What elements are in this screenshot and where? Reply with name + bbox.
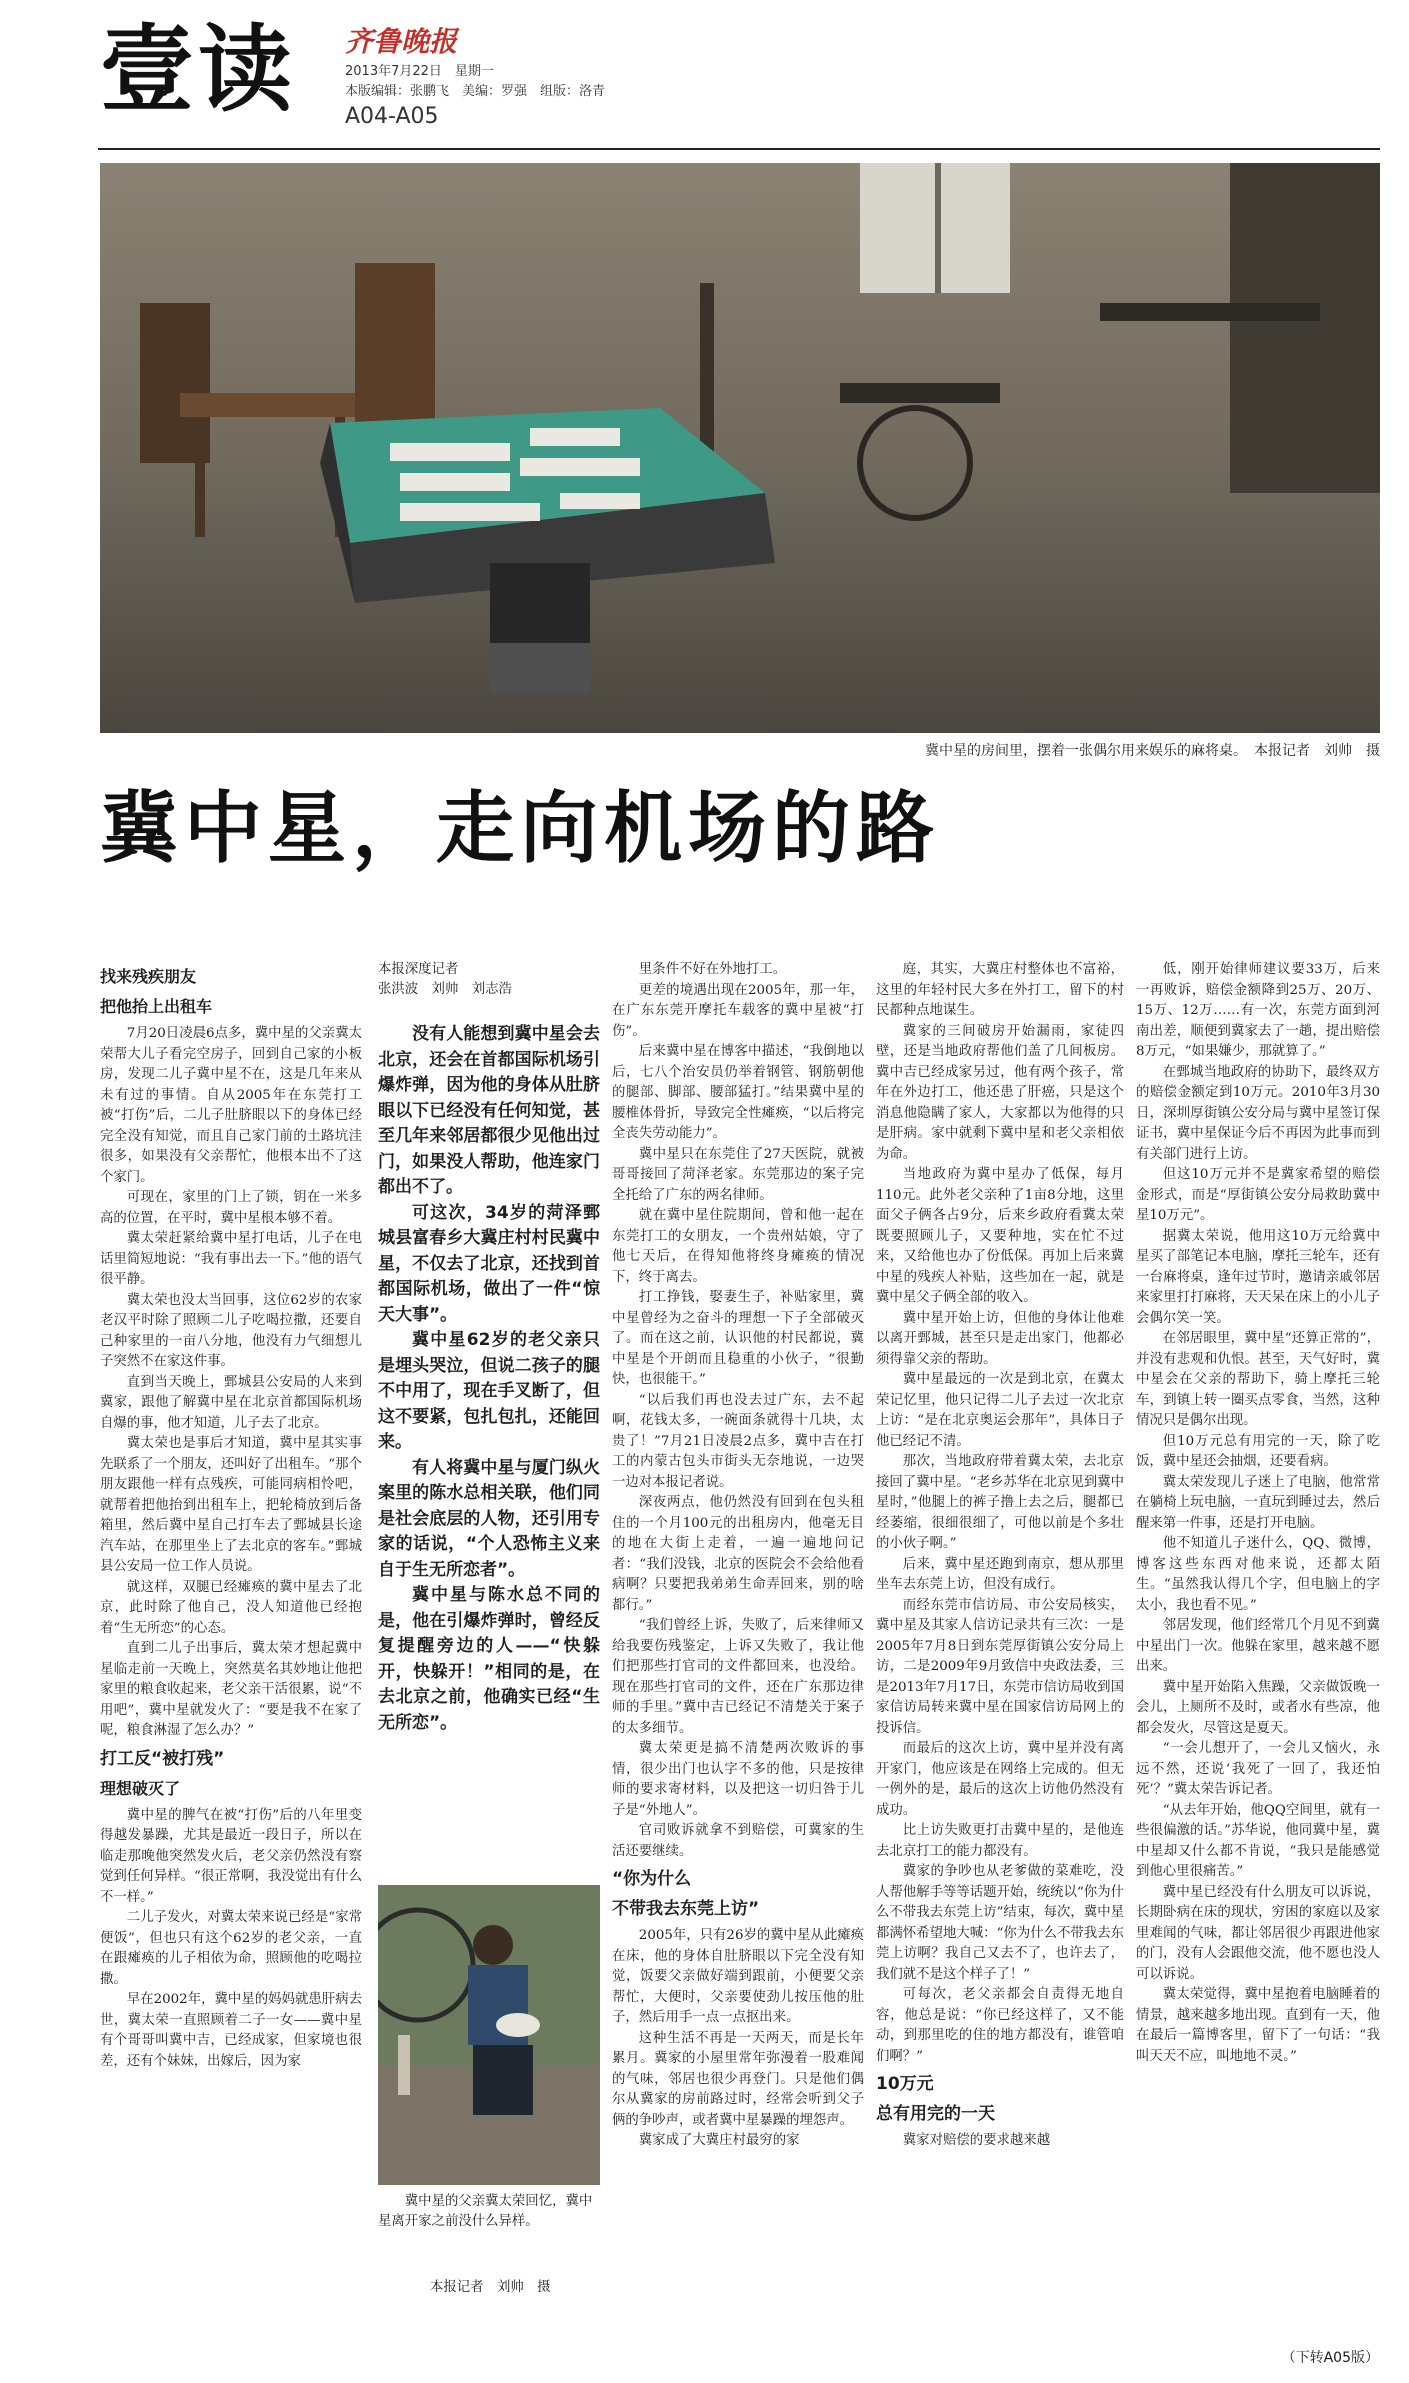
byline-title: 本报深度记者: [378, 962, 459, 977]
article-column-3: [612, 960, 864, 2152]
editor-credits: 本版编辑：张鹏飞 美编：罗强 组版：洛青: [345, 84, 606, 99]
paragraph: 直到二儿子出事后，冀太荣才想起冀中星临走前一天晚上，突然莫名其妙地让他把家里的粮食收起来，老父亲干活很累，说“不用吧”，冀中星就发火了：“要是我不在家了呢，粮食淋湿了怎么办？”: [100, 1641, 362, 1738]
paragraph: 冀太荣更是搞不清楚两次败诉的事情，很少出门也认字不多的他，只是按律师的要求寄材料，以及把这一切归咎于儿子是“外地人”。: [612, 1741, 864, 1818]
paragraph: 2005年，只有26岁的冀中星从此瘫痪在床，他的身体自肚脐眼以下完全没有知觉，饭要父亲做好端到跟前，小便要父亲帮忙，大便时，父亲要使劲儿按压他的肚子，然后用手一点一点抠出来。: [612, 1928, 864, 2025]
continued-notice: （下转A05版）: [1281, 2350, 1379, 2366]
subhead: 不带我去东莞上访”: [612, 1899, 760, 1919]
paragraph: 冀中星开始上访，但他的身体让他难以离开鄄城，甚至只是走出家门，他都必须得靠父亲的帮助。: [876, 1310, 1124, 1367]
paragraph: 可现在，家里的门上了锁，钥在一米多高的位置，在平时，冀中星根本够不着。: [100, 1190, 362, 1226]
paragraph: 冀太荣赶紧给冀中星打电话，儿子在电话里简短地说：“我有事出去一下。”他的语气很平静。: [100, 1231, 362, 1287]
paragraph: 冀太荣发现儿子迷上了电脑，他常常在躺椅上玩电脑，一直玩到睡过去，然后醒来第一件事，还是打开电脑。: [1136, 1474, 1380, 1531]
paragraph: 比上访失败更打击冀中星的，是他连去北京打工的能力都没有。: [876, 1823, 1124, 1859]
paragraph: 早在2002年，冀中星的妈妈就患肝病去世，冀太荣一直照顾着二子一女——冀中星有个哥哥叫冀中吉，已经成家，但家境也很差，还有个妹妹，出嫁后，因为家: [100, 1992, 362, 2069]
paragraph: 而经东莞市信访局、市公安局核实，冀中星及其家人信访记录共有三次：一是2005年7月8日到东莞厚街镇公安分局上访，二是2009年9月致信中央政法委，三是2013年7月17日，东莞市信访局收到国家信访局转来冀中星在国家信访局网上的投诉信。: [876, 1597, 1124, 1736]
paragraph: “我们曾经上诉，失败了，后来律师又给我要伤残鉴定，上诉又失败了，我让他们把那些打官司的文件都回来，也没给。现在那些打官司的文件，还在广东那边律师的手里。”冀中吉已经记不清楚关于案子的太多细节。: [612, 1618, 864, 1736]
paragraph: 冀中星只在东莞住了27天医院，就被哥哥接回了菏泽老家。东莞那边的案子完全托给了广东的两名律师。: [612, 1146, 864, 1203]
paragraph: 那次，当地政府带着冀太荣，去北京接回了冀中星。“老乡苏华在北京见到冀中星时，”他腿上的裤子撸上去之后，腿都已经萎缩，很细很细了，可他以前是个多壮的小伙子啊。”: [876, 1454, 1124, 1551]
paragraph: 在邻居眼里，冀中星“还算正常的”，并没有悲观和仇恨。甚至，天气好时，冀中星会在父亲的帮助下，骑上摩托三轮车，到镇上转一圈买点零食，当然，这种情况只是偶尔出现。: [1136, 1331, 1380, 1428]
father-photo: [378, 1885, 600, 2185]
article-column-5: [1136, 960, 1380, 2067]
paragraph: 官司败诉就拿不到赔偿，可冀家的生活还要继续。: [612, 1823, 864, 1859]
issue-meta: [345, 62, 605, 102]
article-lead-column: [378, 960, 600, 1736]
paragraph: 后来冀中星在博客中描述，“我倒地以后，七八个治安员仍举着钢管、钢筋朝他的腿部、脚部、腰部猛打。”结果冀中星的腰椎体骨折，导致完全性瘫痪，“以后将完全丧失劳动能力”。: [612, 1044, 864, 1141]
paragraph: 冀中星已经没有什么朋友可以诉说，长期卧病在床的现状，穷困的家庭以及家里难闻的气味，都让邻居很少再跟进他家的门，没有人会跟他交流，他不愿也没人可以诉说。: [1136, 1884, 1380, 1982]
paragraph: 冀中星开始陷入焦躁，父亲做饭晚一会儿，上厕所不及时，或者水有些凉，他都会发火，尽管这是夏天。: [1136, 1679, 1380, 1736]
subhead: 10万元: [876, 2074, 934, 2094]
lead-paragraph: 可这次，34岁的菏泽鄄城县富春乡大冀庄村村民冀中星，不仅去了北京，还找到首都国际机场，做出了一件“惊天大事”。: [378, 1202, 600, 1325]
paragraph: 里条件不好在外地打工。: [638, 962, 787, 977]
paragraph: 庭，其实，大冀庄村整体也不富裕，这里的年轻村民大多在外打工，留下的村民都种点地谋生。: [876, 962, 1124, 1018]
paragraph: 在鄄城当地政府的协助下，最终双方的赔偿金额定到10万元。2010年3月30日，深圳厚街镇公安分局与冀中星签订保证书，冀中星保证今后不再因为此事而到有关部门进行上访。: [1136, 1064, 1380, 1162]
paragraph: 7月20日凌晨6点多，冀中星的父亲冀太荣帮大儿子看完空房子，回到自己家的小板房，发现二儿子冀中星不在，这是几年来从未有过的事情。自从2005年在东莞打工被“打伤”后，二儿子肚脐眼以下的身体已经完全没有知觉，而且自己家门前的土路坑洼很多，如果没有父亲帮忙，他根本出不了这个家门。: [100, 1026, 362, 1185]
paragraph: 邻居发现，他们经常几个月见不到冀中星出门一次。他躲在家里，越来越不愿出来。: [1136, 1618, 1380, 1674]
subhead: 总有用完的一天: [876, 2104, 995, 2124]
paragraph: 就在冀中星住院期间，曾和他一起在东莞打工的女朋友，一个贵州姑娘，守了他七天后，在得知他将终身瘫痪的情况下，终于离去。: [612, 1208, 864, 1285]
paragraph: 低，刚开始律师建议要33万，后来一再败诉，赔偿金额降到25万、20万、15万、12万……有一次，东莞方面到河南出差，顺便到冀家去了一趟，提出赔偿8万元，“如果嫌少，那就算了。”: [1136, 962, 1380, 1059]
paragraph: 这种生活不再是一天两天，而是长年累月。冀家的小屋里常年弥漫着一股难闻的气味，邻居也很少再登门。只是他们偶尔从冀家的房前路过时，经常会听到父子俩的争吵声，或者冀中星暴躁的埋怨声。: [612, 2030, 864, 2128]
lead-paragraph: 冀中星62岁的老父亲只是埋头哭泣，但说二孩子的腿不中用了，现在手叉断了，但这不要紧，包扎包扎，还能回来。: [378, 1330, 600, 1452]
subhead: “你为什么: [612, 1869, 692, 1889]
father-photo-credit: 本报记者 刘帅 摄: [430, 2280, 551, 2295]
subhead: 找来残疾朋友: [100, 967, 197, 986]
main-photo-caption: 冀中星的房间里，摆着一张偶尔用来娱乐的麻将桌。 本报记者 刘帅 摄: [925, 743, 1380, 759]
paragraph: 冀家的争吵也从老爹做的菜难吃，没人帮他解手等等话题开始，统统以“你为什么不带我去东莞上访”结束，每次，冀中星都满怀希望地大喊：“你为什么不带我去东莞上访啊？我自己又去不了，也许去了，我们就不是这个样子了！”: [876, 1864, 1124, 1982]
byline: [378, 960, 600, 1000]
paragraph: 冀太荣也是事后才知道，冀中星其实事先联系了一个朋友，还叫好了出租车。“那个朋友跟他一样有点残疾，可能同病相怜吧，就帮着把他抬到出租车上，把轮椅放到后备箱里，然后冀中星自己打车去了鄄城县长途汽车站，在那里坐上了去北京的客车。”鄄城县公安局一位工作人员说。: [100, 1436, 362, 1574]
section-title: 壹读: [100, 16, 297, 125]
newspaper-logo: 齐鲁晚报: [345, 25, 458, 58]
paragraph: 而最后的这次上访，冀中星并没有离开家门，他应该是在网络上完成的。但无一例外的是，最后的这次上访他仍然没有成功。: [876, 1741, 1124, 1818]
paragraph: 更差的境遇出现在2005年，那一年，在广东东莞开摩托车载客的冀中星被“打伤”。: [612, 982, 864, 1039]
lead-text: [378, 1022, 600, 1736]
father-photo-caption: 冀中星的父亲冀太荣回忆，冀中星离开家之前没什么异样。: [378, 2194, 593, 2229]
paragraph: “从去年开始，他QQ空间里，就有一些很偏激的话。”苏华说，他同冀中星，冀中星却又什么都不肯说，“我只是能感觉到他心里很痛苦。”: [1136, 1802, 1380, 1879]
paragraph: 冀太荣觉得，冀中星抱着电脑睡着的情景，越来越多地出现。直到有一天，他在最后一篇博客里，留下了一句话：“我叫天天不应，叫地地不灵。”: [1136, 1987, 1380, 2064]
paragraph: “一会儿想开了，一会儿又恼火，永远不然，还说‘我死了一回了，我还怕死’？”冀太荣告诉记者。: [1136, 1741, 1380, 1797]
article-headline: 冀中星，走向机场的路: [100, 784, 941, 874]
lead-paragraph: 没有人能想到冀中星会去北京，还会在首都国际机场引爆炸弹，因为他的身体从肚脐眼以下已经没有任何知觉，甚至几年来邻居都很少见他出过门，如果没人帮助，他连家门都出不了。: [378, 1024, 600, 1197]
subhead: 理想破灭了: [100, 1778, 181, 1798]
lead-paragraph: 有人将冀中星与厦门纵火案里的陈水总相关联，他们同是社会底层的人物，还引用专家的话说，“个人恐怖主义来自于生无所恋者”。: [378, 1457, 600, 1580]
paragraph: 深夜两点，他仍然没有回到在包头租住的一个月100元的出租房内，他毫无目的地在大街上走着，一遍一遍地问记者：“我们没钱，北京的医院会不会给他看病啊？只要把我弟弟生命弄回来，别的啥都行。”: [612, 1495, 864, 1613]
paragraph: 但10万元总有用完的一天，除了吃饭，冀中星还会抽烟，还要看病。: [1136, 1433, 1380, 1469]
paragraph: 据冀太荣说，他用这10万元给冀中星买了部笔记本电脑，摩托三轮车，还有一台麻将桌，逢年过节时，邀请亲戚邻居来家里打打麻将，天天呆在床上的小儿子会偶尔笑一笑。: [1136, 1228, 1380, 1326]
paragraph: 他不知道儿子迷什么，QQ、微博，博客这些东西对他来说，还都太陌生。“虽然我认得几个字，但电脑上的字太小，我也看不见。”: [1136, 1536, 1380, 1613]
paragraph: 就这样，双腿已经瘫痪的冀中星去了北京，此时除了他自己，没人知道他已经抱着“生无所恋”的心态。: [100, 1579, 362, 1636]
main-photo-mahjong-table: [100, 163, 1380, 733]
paragraph: 直到当天晚上，鄄城县公安局的人来到冀家，跟他了解冀中星在北京首都国际机场自爆的事，他才知道，儿子去了北京。: [100, 1374, 362, 1431]
paragraph: “以后我们再也没去过广东，去不起啊，花钱太多，一碗面条就得十几块，太贵了！”7月21日凌晨2点多，冀中吉在打工的内蒙古包头市街头无奈地说，一边哭一边对本报记者说。: [612, 1392, 864, 1490]
paragraph: 二儿子发火，对冀太荣来说已经是“家常便饭”，但也只有这个62岁的老父亲，一直在跟瘫痪的儿子相依为命，照顾他的吃喝拉撒。: [100, 1910, 362, 1987]
paragraph: 冀家的三间破房开始漏雨，家徒四壁，还是当地政府帮他们盖了几间板房。冀中吉已经成家另过，他有两个孩子，常年在外边打工，他还患了肝癌，只是这个消息他隐瞒了家人，大家都以为他得的只是肝病。家中就剩下冀中星和老父亲相依为命。: [876, 1023, 1124, 1162]
lead-paragraph: 冀中星与陈水总不同的是，他在引爆炸弹时，曾经反复提醒旁边的人——“快躲开，快躲开！”相同的是，在去北京之前，他确实已经“生无所恋”。: [378, 1585, 600, 1733]
paragraph: 冀太荣也没太当回事，这位62岁的农家老汉平时除了照顾二儿子吃喝拉撒，还要自己种家里的一亩八分地，他没有力气细想儿子突然不在家这件事。: [100, 1292, 362, 1369]
paragraph: 但这10万元并不是冀家希望的赔偿金形式，而是“厚街镇公安分局救助冀中星10万元”。: [1136, 1167, 1380, 1223]
paragraph: 冀中星的脾气在被“打伤”后的八年里变得越发暴躁，尤其是最近一段日子，所以在临走那晚他突然发火后，老父亲仍然没有察觉到任何异样。“很正常啊，我没觉出有什么不一样。”: [100, 1807, 362, 1905]
header-divider: [98, 148, 1380, 150]
page-range: A04-A05: [345, 104, 439, 129]
paragraph: 后来，冀中星还跑到南京，想从那里坐车去东莞上访，但没有成行。: [876, 1556, 1124, 1592]
paragraph: 可每次，老父亲都会自责得无地自容，他总是说：“你已经这样了，又不能动，到那里吃的住的地方都没有，谁管咱们啊？”: [876, 1987, 1124, 2064]
paragraph: 冀家成了大冀庄村最穷的家: [638, 2133, 800, 2148]
byline-names: 张洪波 刘帅 刘志浩: [378, 982, 512, 997]
page-header: [0, 0, 1409, 150]
paragraph: 冀家对赔偿的要求越来越: [902, 2133, 1051, 2148]
subhead: 打工反“被打残”: [100, 1748, 225, 1769]
article-column-1: [100, 960, 362, 2072]
article-column-4: [876, 960, 1124, 2152]
subhead: 把他抬上出租车: [100, 997, 213, 1016]
paragraph: 冀中星最远的一次是到北京，在冀太荣记忆里，他只记得二儿子去过一次北京上访：“是在北京奥运会那年”，具体日子他已经记不清。: [876, 1372, 1124, 1449]
paragraph: 当地政府为冀中星办了低保，每月110元。此外老父亲种了1亩8分地，这里面父子俩各占9分，后来乡政府看冀太荣既要照顾儿子，又要种地，实在忙不过来，又给他也办了份低保。再加上后来冀中星的残疾人补贴，这些加在一起，就是冀中星父子俩全部的收入。: [876, 1167, 1124, 1305]
paragraph: 打工挣钱，娶妻生子，补贴家里，冀中星曾经为之奋斗的理想一下子全部破灭了。而在这之前，认识他的村民都说，冀中星是个开朗而且稳重的小伙子，“很勤快，也很能干。”: [612, 1290, 864, 1387]
issue-date: 2013年7月22日 星期一: [345, 64, 494, 79]
